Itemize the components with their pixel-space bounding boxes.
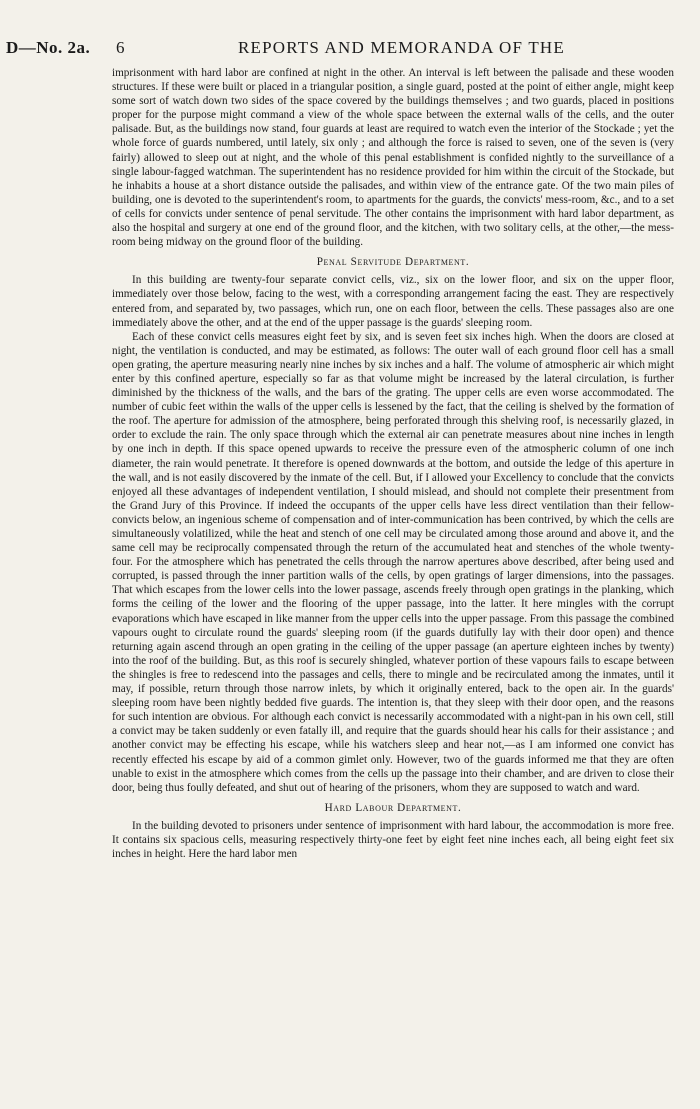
page-number: 6 [116, 38, 125, 57]
document-body [112, 66, 674, 861]
paragraph-intro: imprisonment with hard labor are confined at night in the other. An interval is left between the palisade and these wooden structures. If these were built or placed in a triangular position, a single guard, posted at the point of either angle, might keep some sort of watch down two sides of the space covered by the buildings themselves ; and two guards, placed in positions proper for the purpose might command a view of the whole space between the external walls of the cells, and the outer palisade. But, as the buildings now stand, four guards at least are required to watch even the interior of the Stockade ; yet the whole force of guards numbered, until lately, six only ; and although the force is raised to seven, one of the seven is (very fairly) allowed to sleep out at night, and the whole of this penal establishment is confided nightly to the surveillance of a single labour-fagged watchman. The superintendent has no residence provided for him within the circuit of the Stockade, but he inhabits a house at a short distance outside the palisades, and within view of the entrance gate. Of the two main piles of building, one is devoted to the superintendent's room, to apartments for the guards, the convicts' mess-room, &c., and to a set of cells for convicts under sentence of penal servitude. The other contains the imprisonment with hard labor department, as also the hospital and surgery at one end of the ground floor, and the kitchen, with two solitary cells, at the other,—the mess-room being midway on the ground floor of the building. [112, 67, 674, 249]
section-heading-penal-servitude: Penal Servitude Department. [316, 256, 470, 269]
document-reference: D—No. 2a. [6, 38, 91, 57]
paragraph-ventilation: Each of these convict cells measures eight feet by six, and is seven feet six inches high. When the doors are closed at night, the ventilation is conducted, and may be estimated, as follows: The outer wall of each ground floor cell has a small open grating, the aperture measuring nearly nine inches by six inches and a half. The volume of atmospheric air which might enter by this confined aperture, especially so far as that volume might be increased by the lateral circulation, is further diminished by the thickness of the walls, and the bars of the grating. The upper cells are even worse accommodated. The number of cubic feet within the walls of the upper cells is lessened by the fact, that the ceiling is shelved by the formation of the roof. The aperture for admission of the atmosphere, being perforated through this shelving roof, is necessarily glazed, in order to exclude the rain. The only space through which the external air can penetrate measures about nine inches in length by one inch in depth. If this space opened upwards to receive the pressure even of the atmospheric column of one inch diameter, the rain would penetrate. It therefore is opened downwards at the bottom, and outside the ledge of this aperture in the wall, and is not easily discovered by the inmate of the cell. But, if I allowed your Excellency to conclude that the convicts enjoyed all these advantages of independent ventilation, I should mislead, and should not complete their presentment from the Grand Jury of this Province. If indeed the occupants of the upper cells have less direct ventilation than their fellow-convicts below, an ingenious scheme of compensation and of inter-communication has been contrived, by which the cells are simultaneously volatilized, while the heat and stench of one cell may be circulated among those around and above it, and the same cell may be reciprocally compensated through the return of the accumulated heat and stenches of the whole twenty-four. For the atmosphere which has penetrated the cells through the narrow apertures above described, after being used and corrupted, is passed through the inner partition walls of the cells, by open gratings of larger dimensions, into the passages. That which escapes from the lower cells into the lower passage, ascends freely through open gratings in the planking, which forms the ceiling of the lower and the flooring of the upper passage, into the latter. It here mingles with the corrupt evaporations which have escaped in like manner from the upper cells into the upper passage. From this passage the combined vapours ought to circulate round the guards' sleeping room (if the guards dutifully lay with their door open) and thence returning again ascend through an open grating in the ceiling of the upper passage (an aperture eighteen inches by twenty) into the roof of the building. But, as this roof is securely shingled, whatever portion of these vapours fails to escape between the shingles is free to redescend into the passages and cells, there to mingle and be recirculated among the inmates, until it may, if possible, return through those narrow inlets, by which it originally entered, back to the open air. In the guards' sleeping room have been nightly bedded five guards. The intention is, that they sleep with their door open, and the reasons for such intention are obvious. For although each convict is necessarily accommodated with a night-pan in his own cell, still a convict may be taken suddenly or even fatally ill, and require that the guards should hear his calls for their assistance ; and another convict may be effecting his escape, while his watchers sleep and hear not,—as I am informed one convict has recently effected his escape by aid of a common gimlet only. However, two of the guards informed me that they are often unable to exist in the atmosphere which comes from the cells up the passage into their chamber, and are driven to close their door, being thus foully defeated, and shut out of hearing of the prisoners, whom they are supposed to watch and ward. [112, 330, 674, 794]
paragraph-hard-labour: In the building devoted to prisoners under sentence of imprisonment with hard labour, the accommodation is more free. It contains six spacious cells, measuring respectively thirty-one feet by eight feet nine inches each, all being eight feet six inches in height. Here the hard labor men [112, 819, 674, 861]
section-heading-hard-labour: Hard Labour Department. [324, 801, 462, 814]
page-header [6, 38, 692, 60]
running-title: REPORTS AND MEMORANDA OF THE [238, 38, 565, 57]
paragraph-cells-overview: In this building are twenty-four separate convict cells, viz., six on the lower floor, and six on the upper floor, immediately over those below, facing to the west, with a corresponding arrangement facing the east. They are respectively entered from, and separated by, two passages, which run, one on each floor, between the cells. These passages also are one immediately above the other, and at the end of the upper passage is the guards' sleeping room. [112, 274, 674, 329]
